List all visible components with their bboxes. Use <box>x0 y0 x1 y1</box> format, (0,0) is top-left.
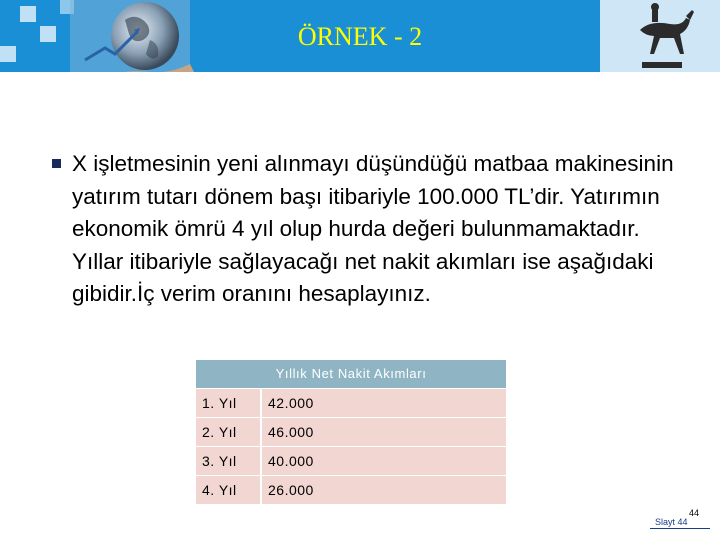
year-cell: 4. Yıl <box>196 476 260 504</box>
cash-flow-table <box>196 360 506 504</box>
table-row <box>196 418 506 446</box>
table-row <box>196 389 506 417</box>
problem-text: X işletmesinin yeni alınmayı düşündüğü matbaa makinesinin yatırım tutarı dönem başı itibariyle 100.000 TL’dir. Yatırımın ekonomik ömrü 4 yıl olup hurda değeri bulunmamaktadır. Yıllar itibariyle sağlayacağı net nakit akımları ise aşağıdaki gibidir.İç verim oranını hesaplayınız. <box>72 151 674 306</box>
year-cell: 2. Yıl <box>196 418 260 446</box>
slide-title: ÖRNEK - 2 <box>297 22 423 51</box>
equestrian-statue-icon <box>600 0 720 72</box>
value-cell: 42.000 <box>262 389 506 417</box>
value-cell: 40.000 <box>262 447 506 475</box>
slide-label: Slayt 44 <box>655 517 688 527</box>
value-cell: 46.000 <box>262 418 506 446</box>
year-cell: 1. Yıl <box>196 389 260 417</box>
table-header: Yıllık Net Nakit Akımları <box>196 360 506 388</box>
slide-header <box>0 0 720 72</box>
square-bullet-icon <box>52 159 61 168</box>
value-cell: 26.000 <box>262 476 506 504</box>
table-row <box>196 476 506 504</box>
table-row <box>196 447 506 475</box>
year-cell: 3. Yıl <box>196 447 260 475</box>
page-number: 44 <box>689 508 700 518</box>
footer-divider <box>650 528 710 529</box>
